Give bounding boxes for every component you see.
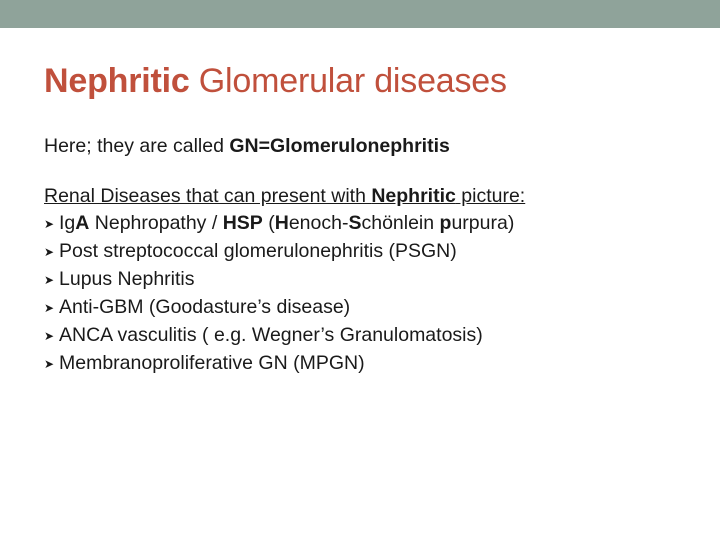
bullet-text: Anti-GBM (Goodasture’s disease) xyxy=(59,296,351,318)
right-arrowhead-icon: ➤ xyxy=(44,273,55,287)
list-item xyxy=(44,295,525,320)
bullet-text: Nephropathy / xyxy=(89,212,223,234)
intro-line xyxy=(44,134,525,159)
list-item xyxy=(44,323,525,348)
bullet-bold: A xyxy=(75,212,90,234)
right-arrowhead-icon: ➤ xyxy=(44,245,55,259)
right-arrowhead-icon: ➤ xyxy=(44,357,55,371)
intro-text: Here; they are called xyxy=(44,135,230,157)
subheading xyxy=(44,184,525,209)
bullet-text: Ig xyxy=(59,212,76,234)
top-bar xyxy=(0,0,720,28)
bullet-list xyxy=(44,211,525,376)
bullet-bold: H xyxy=(274,212,289,234)
slide-title xyxy=(44,62,507,101)
list-item xyxy=(44,267,525,292)
title-rest: Glomerular diseases xyxy=(189,62,507,100)
bullet-bold: HSP xyxy=(222,212,263,234)
right-arrowhead-icon: ➤ xyxy=(44,329,55,343)
list-item xyxy=(44,211,525,236)
right-arrowhead-icon: ➤ xyxy=(44,301,55,315)
list-item xyxy=(44,239,525,264)
subheading-text1: Renal Diseases that can present with xyxy=(44,185,372,207)
bullet-text: Post streptococcal glomerulonephritis (PSGN) xyxy=(59,240,457,262)
bullet-bold: p xyxy=(439,212,452,234)
right-arrowhead-icon: ➤ xyxy=(44,217,55,231)
bullet-bold: S xyxy=(348,212,362,234)
bullet-text: chönlein xyxy=(361,212,440,234)
subheading-text2: picture: xyxy=(455,185,526,207)
bullet-text: urpura) xyxy=(451,212,515,234)
slide-content xyxy=(44,134,525,379)
title-highlight: Nephritic xyxy=(44,62,190,100)
bullet-text: ANCA vasculitis ( e.g. Wegner’s Granulomatosis) xyxy=(59,324,483,346)
intro-bold: GN=Glomerulonephritis xyxy=(229,135,450,157)
bullet-text: ( xyxy=(262,212,275,234)
bullet-text: Lupus Nephritis xyxy=(59,268,195,290)
subheading-bold: Nephritic xyxy=(371,185,456,207)
list-item xyxy=(44,351,525,376)
bullet-text: enoch- xyxy=(288,212,349,234)
bullet-text: Membranoproliferative GN (MPGN) xyxy=(59,352,365,374)
